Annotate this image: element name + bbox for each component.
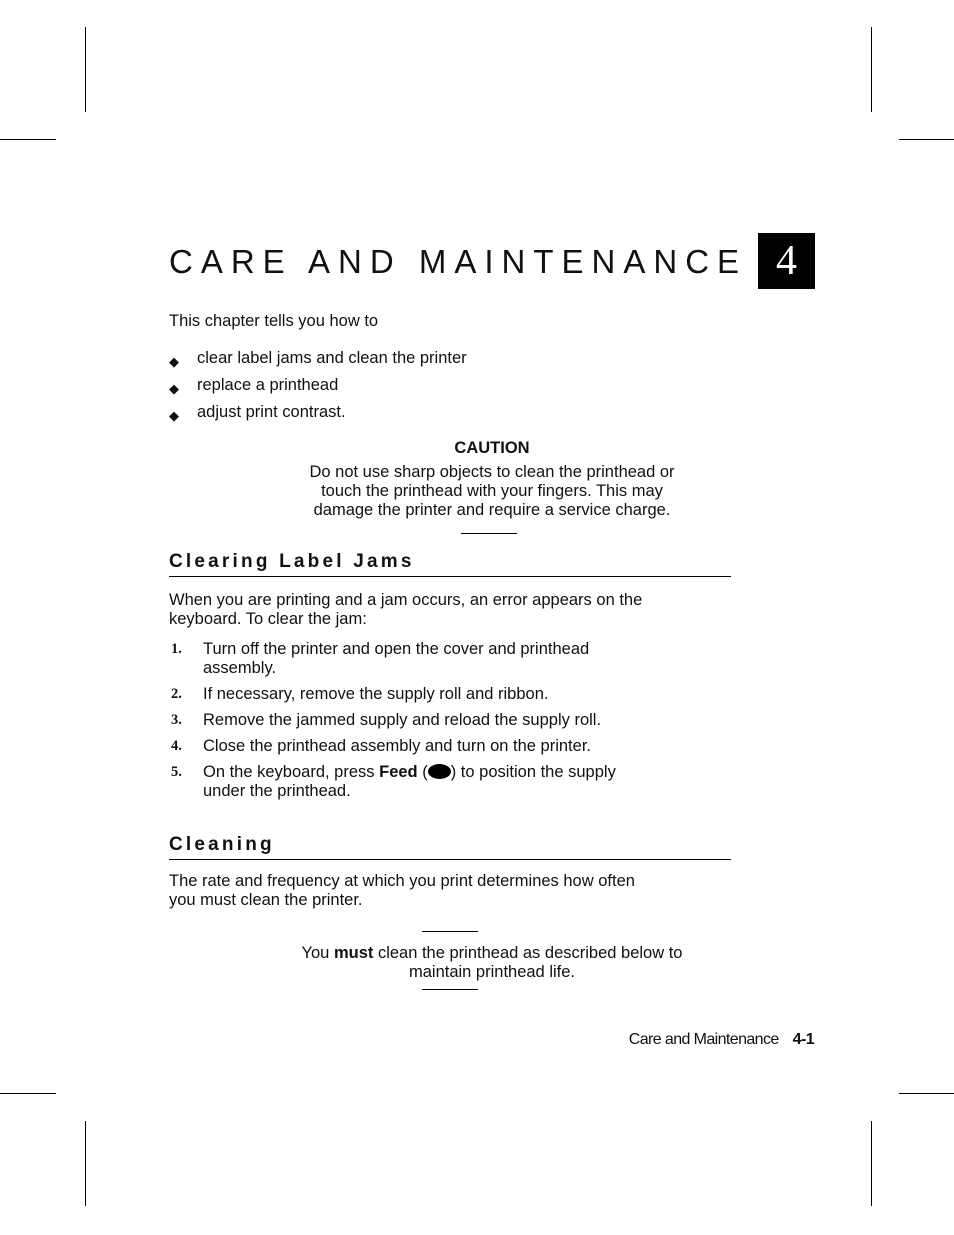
note-line: You (301, 944, 334, 962)
note-emphasis: must (333, 944, 374, 962)
note-line: maintain printhead life. (408, 963, 575, 981)
intro-text: This chapter tells you how to (169, 312, 379, 330)
clear-jam-steps (169, 640, 729, 808)
caution-line: damage the printer and require a service charge. (313, 501, 671, 519)
list-item (169, 401, 467, 428)
step-text: ( (417, 763, 428, 781)
list-item (169, 347, 467, 374)
chapter-title: CARE AND MAINTENANCE (169, 243, 748, 280)
cleaning-text (169, 872, 729, 910)
step-text: ) to position the supply (450, 763, 616, 781)
note-top-rule (422, 931, 478, 932)
step-item (169, 711, 729, 730)
footer-label: Care and Maintenance (628, 1031, 779, 1048)
crop-mark (85, 1121, 86, 1206)
crop-mark (899, 139, 954, 140)
diamond-bullet-icon: ◆ (169, 408, 179, 423)
crop-mark (899, 1093, 954, 1094)
crop-mark (85, 27, 86, 112)
diamond-bullet-icon: ◆ (169, 354, 179, 369)
step-number: 1. (171, 641, 182, 657)
section-heading-cleaning: Cleaning (169, 833, 731, 860)
step-text: assembly. (203, 659, 277, 677)
list-item-text: clear label jams and clean the printer (197, 349, 467, 367)
clearing-intro-text (169, 591, 729, 629)
feed-key-icon (428, 764, 451, 779)
step-item (169, 737, 729, 756)
text-line: keyboard. To clear the jam: (169, 610, 367, 628)
step-number: 3. (171, 712, 182, 728)
text-line: When you are printing and a jam occurs, an error appears on the (169, 591, 643, 609)
list-item-text: adjust print contrast. (197, 403, 346, 421)
step-item (169, 685, 729, 704)
list-item-text: replace a printhead (197, 376, 339, 394)
note-bottom-rule (422, 989, 478, 990)
note-text (262, 944, 722, 982)
page-footer (629, 1031, 814, 1049)
step-number: 5. (171, 764, 182, 780)
section-heading-clearing-label-jams: Clearing Label Jams (169, 550, 731, 577)
caution-end-rule (461, 533, 517, 534)
page-number: 4-1 (792, 1031, 814, 1048)
diamond-bullet-icon: ◆ (169, 381, 179, 396)
step-item (169, 763, 729, 801)
caution-heading: CAUTION (454, 439, 530, 457)
caution-line: touch the printhead with your fingers. This may (321, 482, 663, 500)
crop-mark (0, 139, 56, 140)
step-text: Turn off the printer and open the cover and printhead (203, 640, 590, 658)
caution-line: Do not use sharp objects to clean the printhead or (309, 463, 675, 481)
step-number: 4. (171, 738, 182, 754)
step-number: 2. (171, 686, 182, 702)
crop-mark (871, 1121, 872, 1206)
step-text: Remove the jammed supply and reload the supply roll. (203, 711, 602, 729)
text-line: The rate and frequency at which you print determines how often (169, 872, 635, 890)
caution-block (262, 437, 722, 520)
crop-mark (871, 27, 872, 112)
intro-bullet-list (169, 347, 467, 428)
feed-key-label: Feed (379, 763, 418, 781)
list-item (169, 374, 467, 401)
caution-text (262, 463, 722, 520)
note-line: clean the printhead as described below to (373, 944, 683, 962)
chapter-number-tab: 4 (758, 233, 815, 289)
crop-mark (0, 1093, 56, 1094)
step-text: under the printhead. (203, 782, 351, 800)
step-text: On the keyboard, press (203, 763, 380, 781)
step-text: Close the printhead assembly and turn on the printer. (203, 737, 591, 755)
text-line: you must clean the printer. (169, 891, 363, 909)
step-item (169, 640, 729, 678)
step-text: If necessary, remove the supply roll and ribbon. (203, 685, 549, 703)
